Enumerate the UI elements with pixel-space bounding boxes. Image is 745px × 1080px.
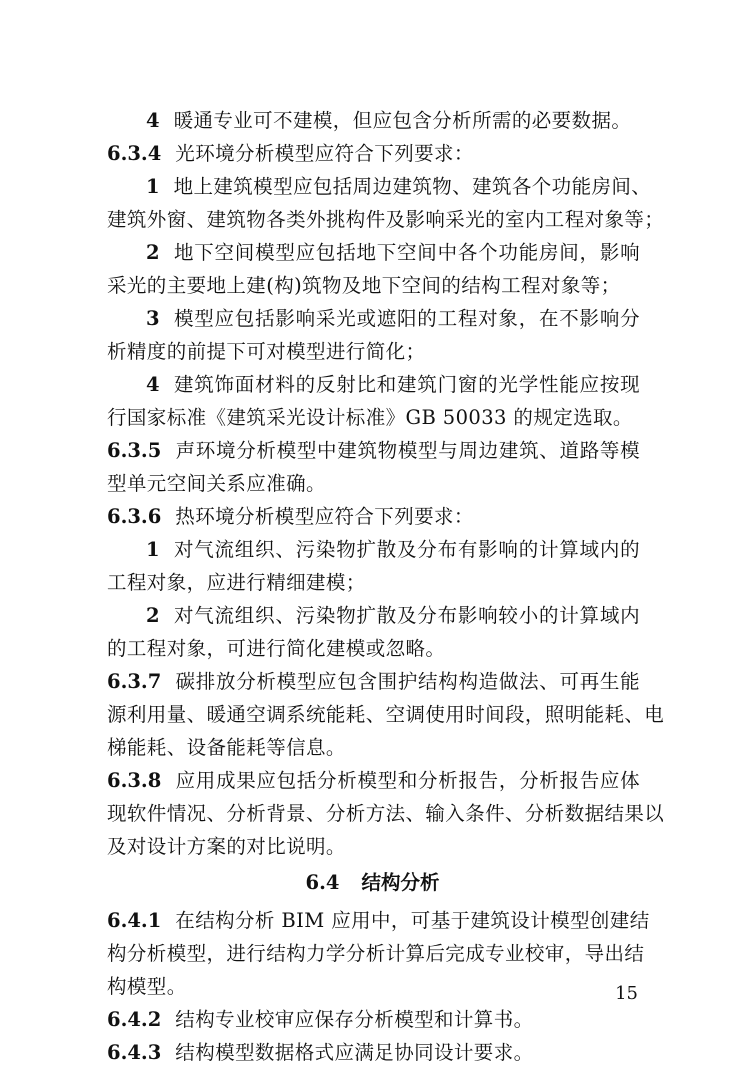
clause-number: 6.3.5 xyxy=(107,439,162,462)
clause-number: 6.4.3 xyxy=(107,1041,162,1064)
section-number: 6.4 xyxy=(305,871,340,894)
paragraph-line: 建筑外窗、建筑物各类外挑构件及影响采光的室内工程对象等； xyxy=(107,208,665,231)
clause-number: 6.3.4 xyxy=(107,142,162,165)
clause-number: 6.3.7 xyxy=(107,670,162,693)
paragraph-line: 2 对气流组织、污染物扩散及分布影响较小的计算域内 xyxy=(146,604,640,627)
paragraph-line: 采光的主要地上建(构)筑物及地下空间的结构工程对象等； xyxy=(107,274,621,297)
page-number: 15 xyxy=(615,983,638,1004)
paragraph-line: 2 地下空间模型应包括地下空间中各个功能房间，影响 xyxy=(146,241,640,264)
paragraph-line: 3 模型应包括影响采光或遮阳的工程对象，在不影响分 xyxy=(146,307,640,330)
clause-number: 6.4.1 xyxy=(107,909,162,932)
section-heading xyxy=(0,866,745,900)
paragraph-line: 型单元空间关系应准确。 xyxy=(107,472,326,495)
clause-line: 6.3.7 碳排放分析模型应包含围护结构构造做法、可再生能 xyxy=(107,670,640,693)
paragraph-line: 梯能耗、设备能耗等信息。 xyxy=(107,736,346,759)
paragraph-line: 析精度的前提下可对模型进行简化； xyxy=(107,340,426,363)
paragraph-line: 4 建筑饰面材料的反射比和建筑门窗的光学性能应按现 xyxy=(146,373,640,396)
clause-line: 6.4.1 在结构分析 BIM 应用中，可基于建筑设计模型创建结 xyxy=(107,909,650,932)
paragraph-line: 工程对象，应进行精细建模； xyxy=(107,571,366,594)
paragraph-line: 源利用量、暖通空调系统能耗、空调使用时间段，照明能耗、电 xyxy=(107,703,665,726)
clause-line: 6.4.3 结构模型数据格式应满足协同设计要求。 xyxy=(107,1041,534,1064)
item-number: 3 xyxy=(146,307,160,330)
paragraph-line: 构分析模型，进行结构力学分析计算后完成专业校审，导出结 xyxy=(107,942,645,965)
clause-line: 6.3.4 光环境分析模型应符合下列要求： xyxy=(107,142,474,165)
paragraph-line: 的工程对象，可进行简化建模或忽略。 xyxy=(107,637,446,660)
section-title: 结构分析 xyxy=(361,871,440,894)
paragraph-line: 及对设计方案的对比说明。 xyxy=(107,835,346,858)
clause-line: 6.4.2 结构专业校审应保存分析模型和计算书。 xyxy=(107,1008,534,1031)
item-number: 2 xyxy=(146,241,160,264)
paragraph-line: 现软件情况、分析背景、分析方法、输入条件、分析数据结果以 xyxy=(107,802,665,825)
clause-line: 6.3.5 声环境分析模型中建筑物模型与周边建筑、道路等模 xyxy=(107,439,640,462)
paragraph-line: 构模型。 xyxy=(107,975,187,998)
item-number: 4 xyxy=(146,109,160,132)
item-number: 2 xyxy=(146,604,160,627)
paragraph-line: 1 地上建筑模型应包括周边建筑物、建筑各个功能房间、 xyxy=(146,175,652,198)
paragraph-line: 行国家标准《建筑采光设计标准》GB 50033 的规定选取。 xyxy=(107,406,633,429)
clause-line: 6.3.6 热环境分析模型应符合下列要求： xyxy=(107,505,474,528)
clause-number: 6.3.6 xyxy=(107,505,162,528)
paragraph-line: 4 暖通专业可不建模，但应包含分析所需的必要数据。 xyxy=(146,109,632,132)
clause-line: 6.3.8 应用成果应包括分析模型和分析报告，分析报告应体 xyxy=(107,769,640,792)
clause-number: 6.4.2 xyxy=(107,1008,162,1031)
paragraph-line: 1 对气流组织、污染物扩散及分布有影响的计算域内的 xyxy=(146,538,640,561)
item-number: 1 xyxy=(146,175,160,198)
item-number: 1 xyxy=(146,538,160,561)
clause-number: 6.3.8 xyxy=(107,769,162,792)
item-number: 4 xyxy=(146,373,160,396)
